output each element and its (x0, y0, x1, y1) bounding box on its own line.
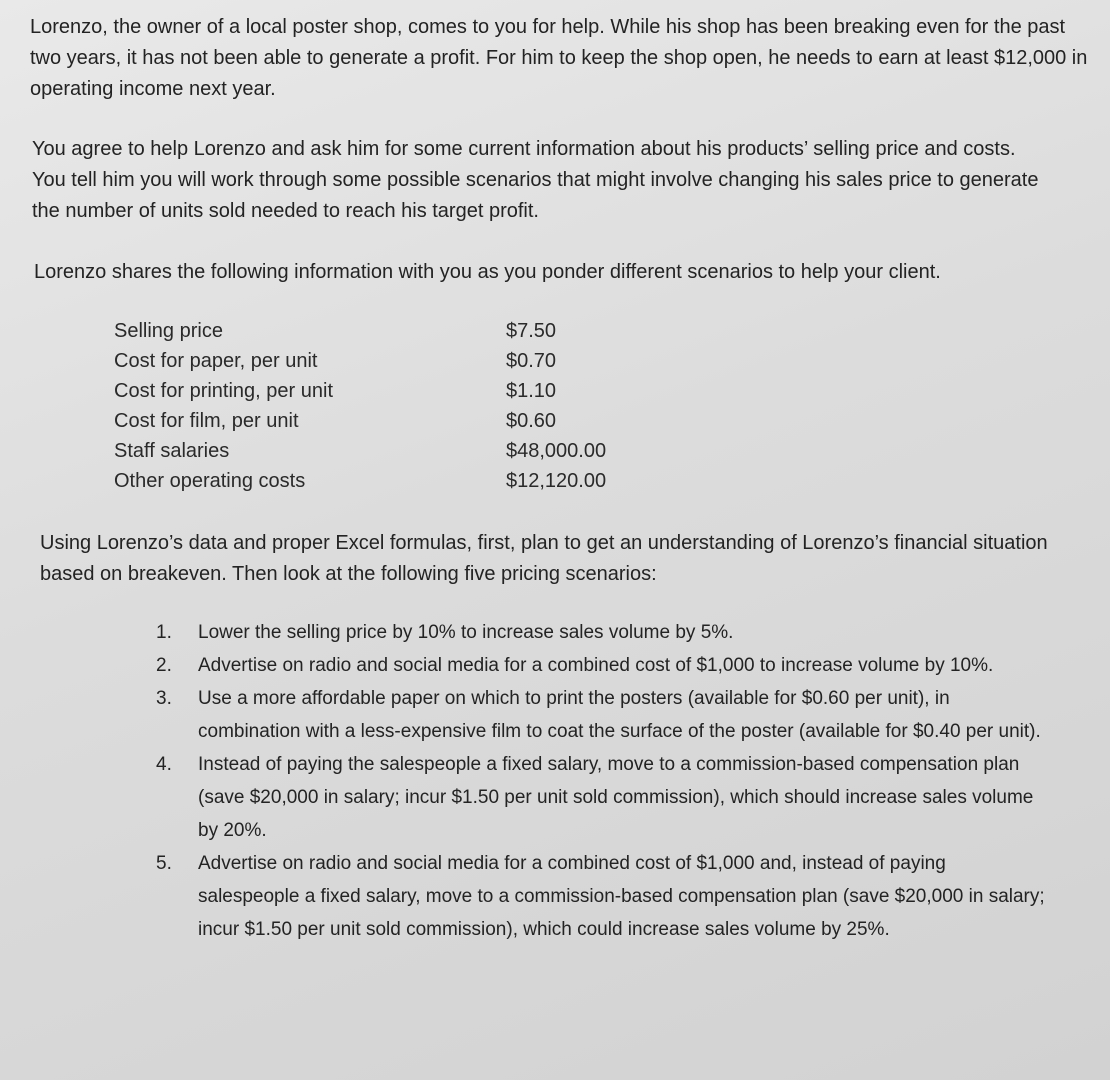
row-value: $12,120.00 (506, 470, 607, 492)
table-row (114, 316, 634, 346)
row-label: Cost for film, per unit (114, 410, 299, 432)
scenario-number: 2. (156, 655, 172, 676)
table-row (114, 436, 634, 466)
row-value: $0.60 (506, 410, 557, 432)
scenario-text: Instead of paying the salespeople a fixed salary, move to a commission-based compensation plan (save $20,000 in salary; incur $1.50 per unit sold commission), which should increase sales volume by 20%. (198, 754, 1034, 841)
row-label: Cost for printing, per unit (114, 380, 333, 402)
scenario-number: 5. (156, 853, 172, 874)
table-row (114, 376, 634, 406)
analysis-intro: Using Lorenzo’s data and proper Excel formulas, first, plan to get an understanding of Lorenzo’s financial situation based on breakeven. Then look at the following five pricing scenarios: (40, 532, 1048, 585)
row-value: $7.50 (506, 320, 557, 342)
row-value: $1.10 (506, 380, 557, 402)
row-value: $0.70 (506, 350, 557, 372)
scenario-text: Advertise on radio and social media for a combined cost of $1,000 to increase volume by 10%. (198, 655, 994, 676)
list-item (156, 748, 1056, 847)
table-row (114, 466, 634, 496)
list-item (156, 847, 1056, 946)
intro-paragraph-2: You agree to help Lorenzo and ask him for some current information about his products’ selling price and costs. You tell him you will work through some possible scenarios that might involve changing his sales price to generate the number of units sold needed to reach his target profit. (32, 138, 1039, 222)
row-label: Staff salaries (114, 440, 230, 462)
cost-table (114, 316, 634, 496)
row-label: Cost for paper, per unit (114, 350, 318, 372)
scenario-text: Lower the selling price by 10% to increase sales volume by 5%. (198, 622, 734, 643)
intro-paragraph-3: Lorenzo shares the following information with you as you ponder different scenarios to help your client. (34, 261, 941, 283)
list-item (156, 682, 1056, 748)
table-row (114, 406, 634, 436)
intro-paragraph-1: Lorenzo, the owner of a local poster shop, comes to you for help. While his shop has been breaking even for the past two years, it has not been able to generate a profit. For him to keep the shop open, he needs to earn at least $12,000 in operating income next year. (30, 16, 1088, 100)
row-label: Other operating costs (114, 470, 306, 492)
row-label: Selling price (114, 320, 223, 342)
scenario-number: 3. (156, 688, 172, 709)
table-row (114, 346, 634, 376)
scenario-number: 4. (156, 754, 172, 775)
list-item (156, 616, 1056, 649)
row-value: $48,000.00 (506, 440, 607, 462)
scenario-list (156, 616, 1056, 946)
scenario-text: Advertise on radio and social media for a combined cost of $1,000 and, instead of paying salespeople a fixed salary, move to a commission-based compensation plan (save $20,000 in salary; incur $1.50 per unit sold commission), which could increase sales volume by 25%. (198, 853, 1045, 940)
list-item (156, 649, 1056, 682)
scenario-text: Use a more affordable paper on which to print the posters (available for $0.60 per unit), in combination with a less-expensive film to coat the surface of the poster (available for $0.40 per unit). (198, 688, 1041, 742)
scenario-number: 1. (156, 622, 172, 643)
